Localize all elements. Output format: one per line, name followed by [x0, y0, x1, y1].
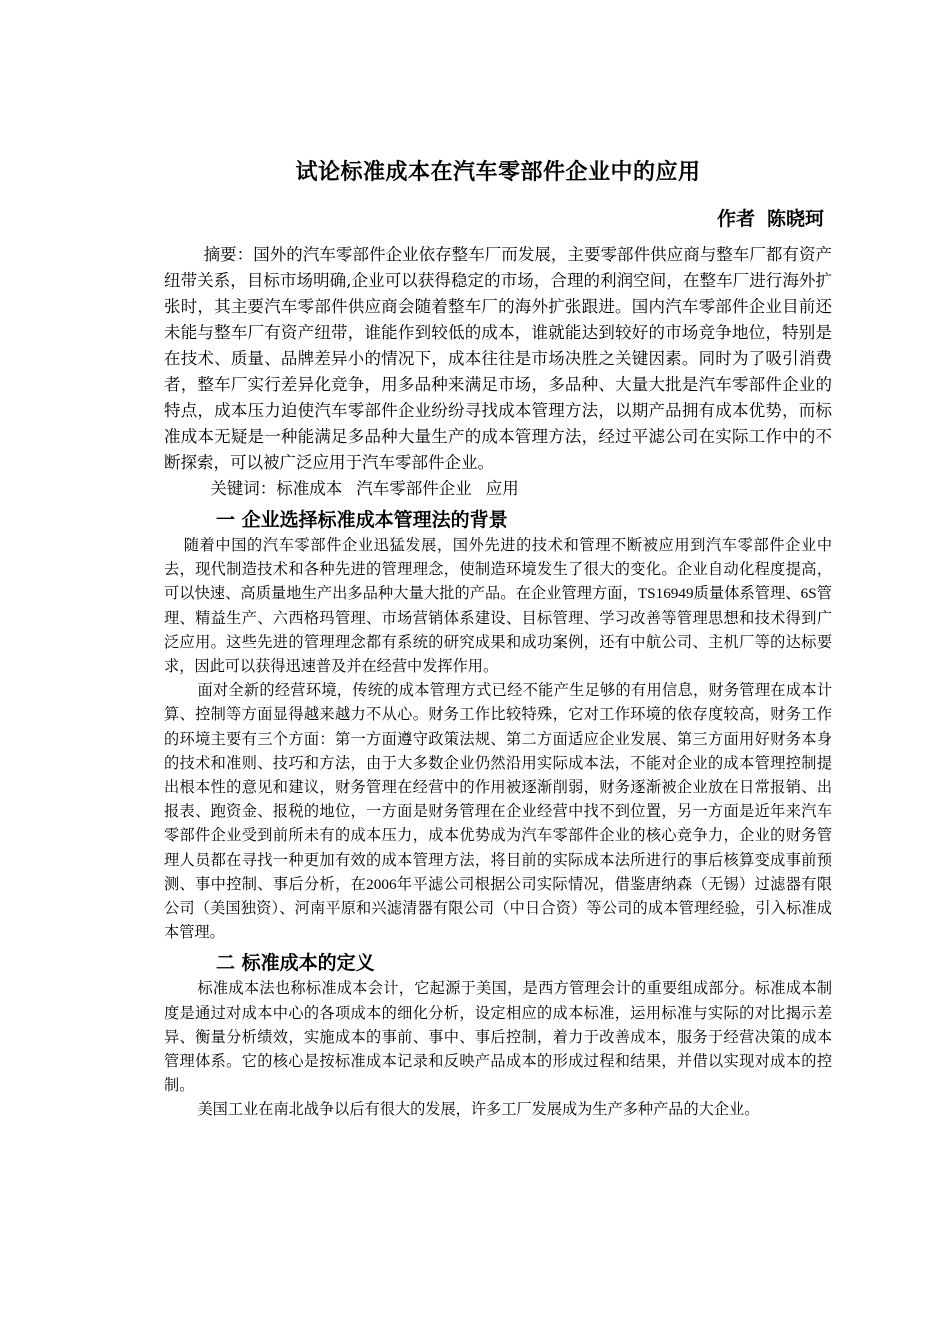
keyword: 汽车零部件企业	[356, 479, 472, 498]
keywords-label: 关键词：	[210, 479, 277, 498]
section-heading-definition: 二 标准成本的定义	[216, 952, 375, 975]
author-name: 陈晓珂	[766, 208, 824, 230]
keywords-line	[164, 476, 832, 502]
section-heading-background: 一 企业选择标准成本管理法的背景	[216, 509, 508, 531]
body-paragraph: 面对全新的经营环境，传统的成本管理方式已经不能产生足够的有用信息，财务管理在成本计算、控制等方面显得越来越力不从心。财务工作比较特殊，它对工作环境的依存度较高，财务工作的环境主要有三个方面：第一方面遵守政策法规、第二方面适应企业发展、第三方面用好财务本身的技术和准则、技巧和方法，由于大多数企业仍然沿用实际成本法，不能对企业的成本管理控制提出根本性的意见和建议，财务管理在经营中的作用被逐渐削弱，财务逐渐被企业放在日常报销、出报表、跑资金、报税的地位，一方面是财务管理在企业经营中找不到位置，另一方面是近年来汽车零部件企业受到前所未有的成本压力，成本优势成为汽车零部件企业的核心竞争力，企业的财务管理人员都在寻找一种更加有效的成本管理方法，将目前的实际成本法所进行的事后核算变成事前预测、事中控制、事后分析，在2006年平滤公司根据公司实际情况，借鉴唐纳森（无锡）过滤器有限公司（美国独资）、河南平原和兴滤清器有限公司（中日合资）等公司的成本管理经验，引入标准成本管理。	[164, 682, 832, 942]
body-paragraph: 标准成本法也称标准成本会计，它起源于美国，是西方管理会计的重要组成部分。标准成本制度是通过对成本中心的各项成本的细化分析，设定相应的成本标准，运用标准与实际的对比揭示差异、衡量分析绩效，实施成本的事前、事中、事后控制，着力于改善成本，服务于经营决策的成本管理体系。它的核心是按标准成本记录和反映产品成本的形成过程和结果，并借以实现对成本的控制。	[164, 980, 832, 1095]
document-title: 试论标准成本在汽车零部件企业中的应用	[295, 160, 701, 185]
keyword: 应用	[485, 479, 519, 498]
author-label: 作者	[716, 208, 755, 230]
body-paragraph: 随着中国的汽车零部件企业迅猛发展，国外先进的技术和管理不断被应用到汽车零部件企业中去，现代制造技术和各种先进的管理理念，使制造环境发生了很大的变化。企业自动化程度提高，可以快速、高质量地生产出多品种大量大批的产品。在企业管理方面，TS16949质量体系管理、6S管理、精益生产、六西格玛管理、市场营销体系建设、目标管理、学习改善等管理思想和技术得到广泛应用。这些先进的管理理念都有系统的研究成果和成功案例，还有中航公司、主机厂等的达标要求，因此可以获得迅速普及并在经营中发挥作用。	[164, 537, 832, 676]
keyword: 标准成本	[276, 479, 343, 498]
document-page	[164, 150, 832, 1123]
body-paragraph: 美国工业在南北战争以后有很大的发展，许多工厂发展成为生产多种产品的大企业。	[197, 1101, 760, 1119]
author-line	[164, 196, 832, 242]
abstract: 摘要：国外的汽车零部件企业依存整车厂而发展，主要零部件供应商与整车厂都有资产纽带关系，目标市场明确,企业可以获得稳定的市场，合理的利润空间，在整车厂进行海外扩张时，其主要汽车零部件供应商会随着整车厂的海外扩张跟进。国内汽车零部件企业目前还未能与整车厂有资产纽带，谁能作到较低的成本，谁就能达到较好的市场竞争地位，特别是在技术、质量、品牌差异小的情况下，成本往往是市场决胜之关键因素。同时为了吸引消费者，整车厂实行差异化竞争，用多品种来满足市场，多品种、大量大批是汽车零部件企业的特点，成本压力迫使汽车零部件企业纷纷寻找成本管理方法，以期产品拥有成本优势，而标准成本无疑是一种能满足多品种大量生产的成本管理方法，经过平滤公司在实际工作中的不断探索，可以被广泛应用于汽车零部件企业。	[164, 245, 832, 472]
